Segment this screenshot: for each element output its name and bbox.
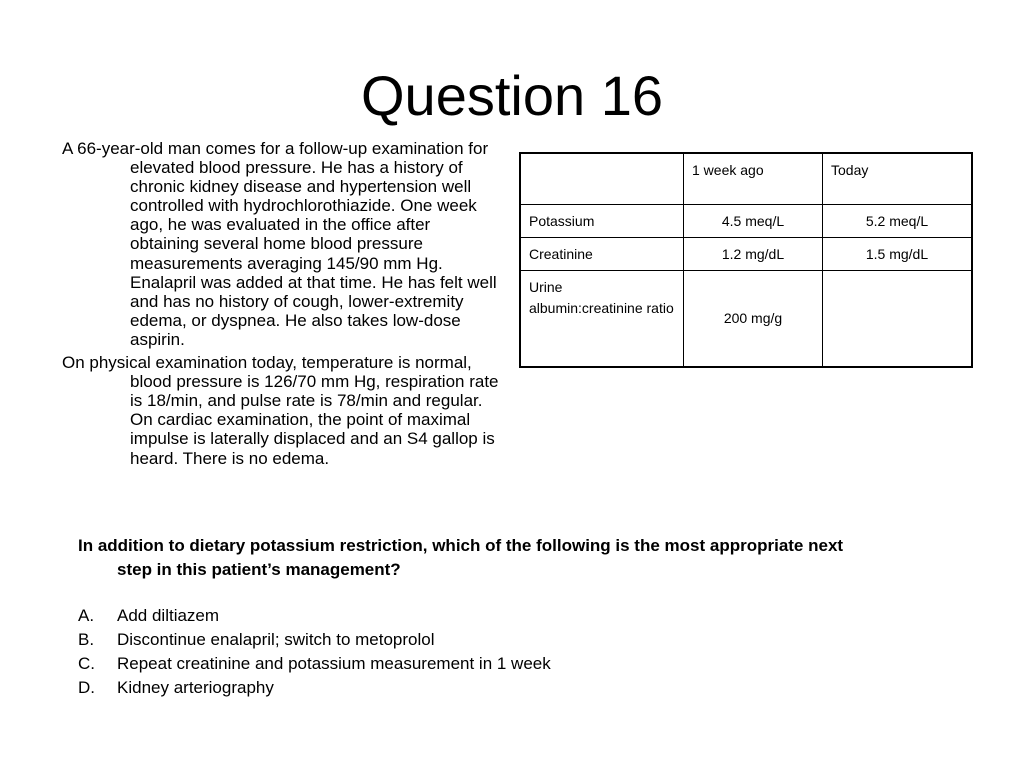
value-week-ago: 200 mg/g: [684, 271, 823, 368]
case-exam-paragraph: On physical examination today, temperature is normal, blood pressure is 126/70 mm Hg, respiration rate is 18/min, and pulse rate is 78/min and regular. On cardiac examination, the point of maximal impulse is laterally displaced and an S4 gallop is heard. There is no edema.: [62, 353, 499, 468]
case-history-paragraph: A 66-year-old man comes for a follow-up examination for elevated blood pressure. He has a history of chronic kidney disease and hypertension well controlled with hydrochlorothiazide. One week ago, he was evaluated in the office after obtaining several home blood pressure measurements averaging 145/90 mm Hg. Enalapril was added at that time. He has felt well and has no history of cough, lower-extremity edema, or dyspnea. He also takes low-dose aspirin.: [62, 139, 497, 349]
table-row: [520, 205, 972, 238]
row-label: Creatinine: [520, 238, 684, 271]
table-header-row: [520, 153, 972, 205]
slide-title: Question 16: [361, 64, 663, 127]
value-today: 5.2 meq/L: [823, 205, 973, 238]
header-cell-empty: [520, 153, 684, 205]
header-cell-today: Today: [823, 153, 973, 205]
answer-options: [78, 604, 551, 700]
option-text: Kidney arteriography: [117, 678, 274, 697]
option-text: Discontinue enalapril; switch to metoprolol: [117, 630, 435, 649]
option-letter: A.: [78, 606, 95, 625]
value-week-ago: 4.5 meq/L: [684, 205, 823, 238]
option-letter: D.: [78, 678, 95, 697]
answer-option-a[interactable]: [78, 604, 551, 628]
answer-option-b[interactable]: [78, 628, 551, 652]
table-row: [520, 238, 972, 271]
value-week-ago: 1.2 mg/dL: [684, 238, 823, 271]
option-letter: B.: [78, 630, 95, 649]
row-label: Urine albumin:creatinine ratio: [520, 271, 684, 368]
option-letter: C.: [78, 654, 95, 673]
option-text: Repeat creatinine and potassium measurement in 1 week: [117, 654, 551, 673]
case-description: [62, 139, 502, 472]
row-label: Potassium: [520, 205, 684, 238]
header-cell-week-ago: 1 week ago: [684, 153, 823, 205]
answer-option-d[interactable]: [78, 676, 551, 700]
option-text: Add diltiazem: [117, 606, 220, 625]
answer-option-c[interactable]: [78, 652, 551, 676]
value-today: 1.5 mg/dL: [823, 238, 973, 271]
lab-results-table: [519, 152, 973, 368]
table-row: [520, 271, 972, 368]
question-stem: In addition to dietary potassium restriction, which of the following is the most appropriate next step in this patient’s management?: [78, 536, 844, 579]
value-today: [823, 271, 973, 368]
